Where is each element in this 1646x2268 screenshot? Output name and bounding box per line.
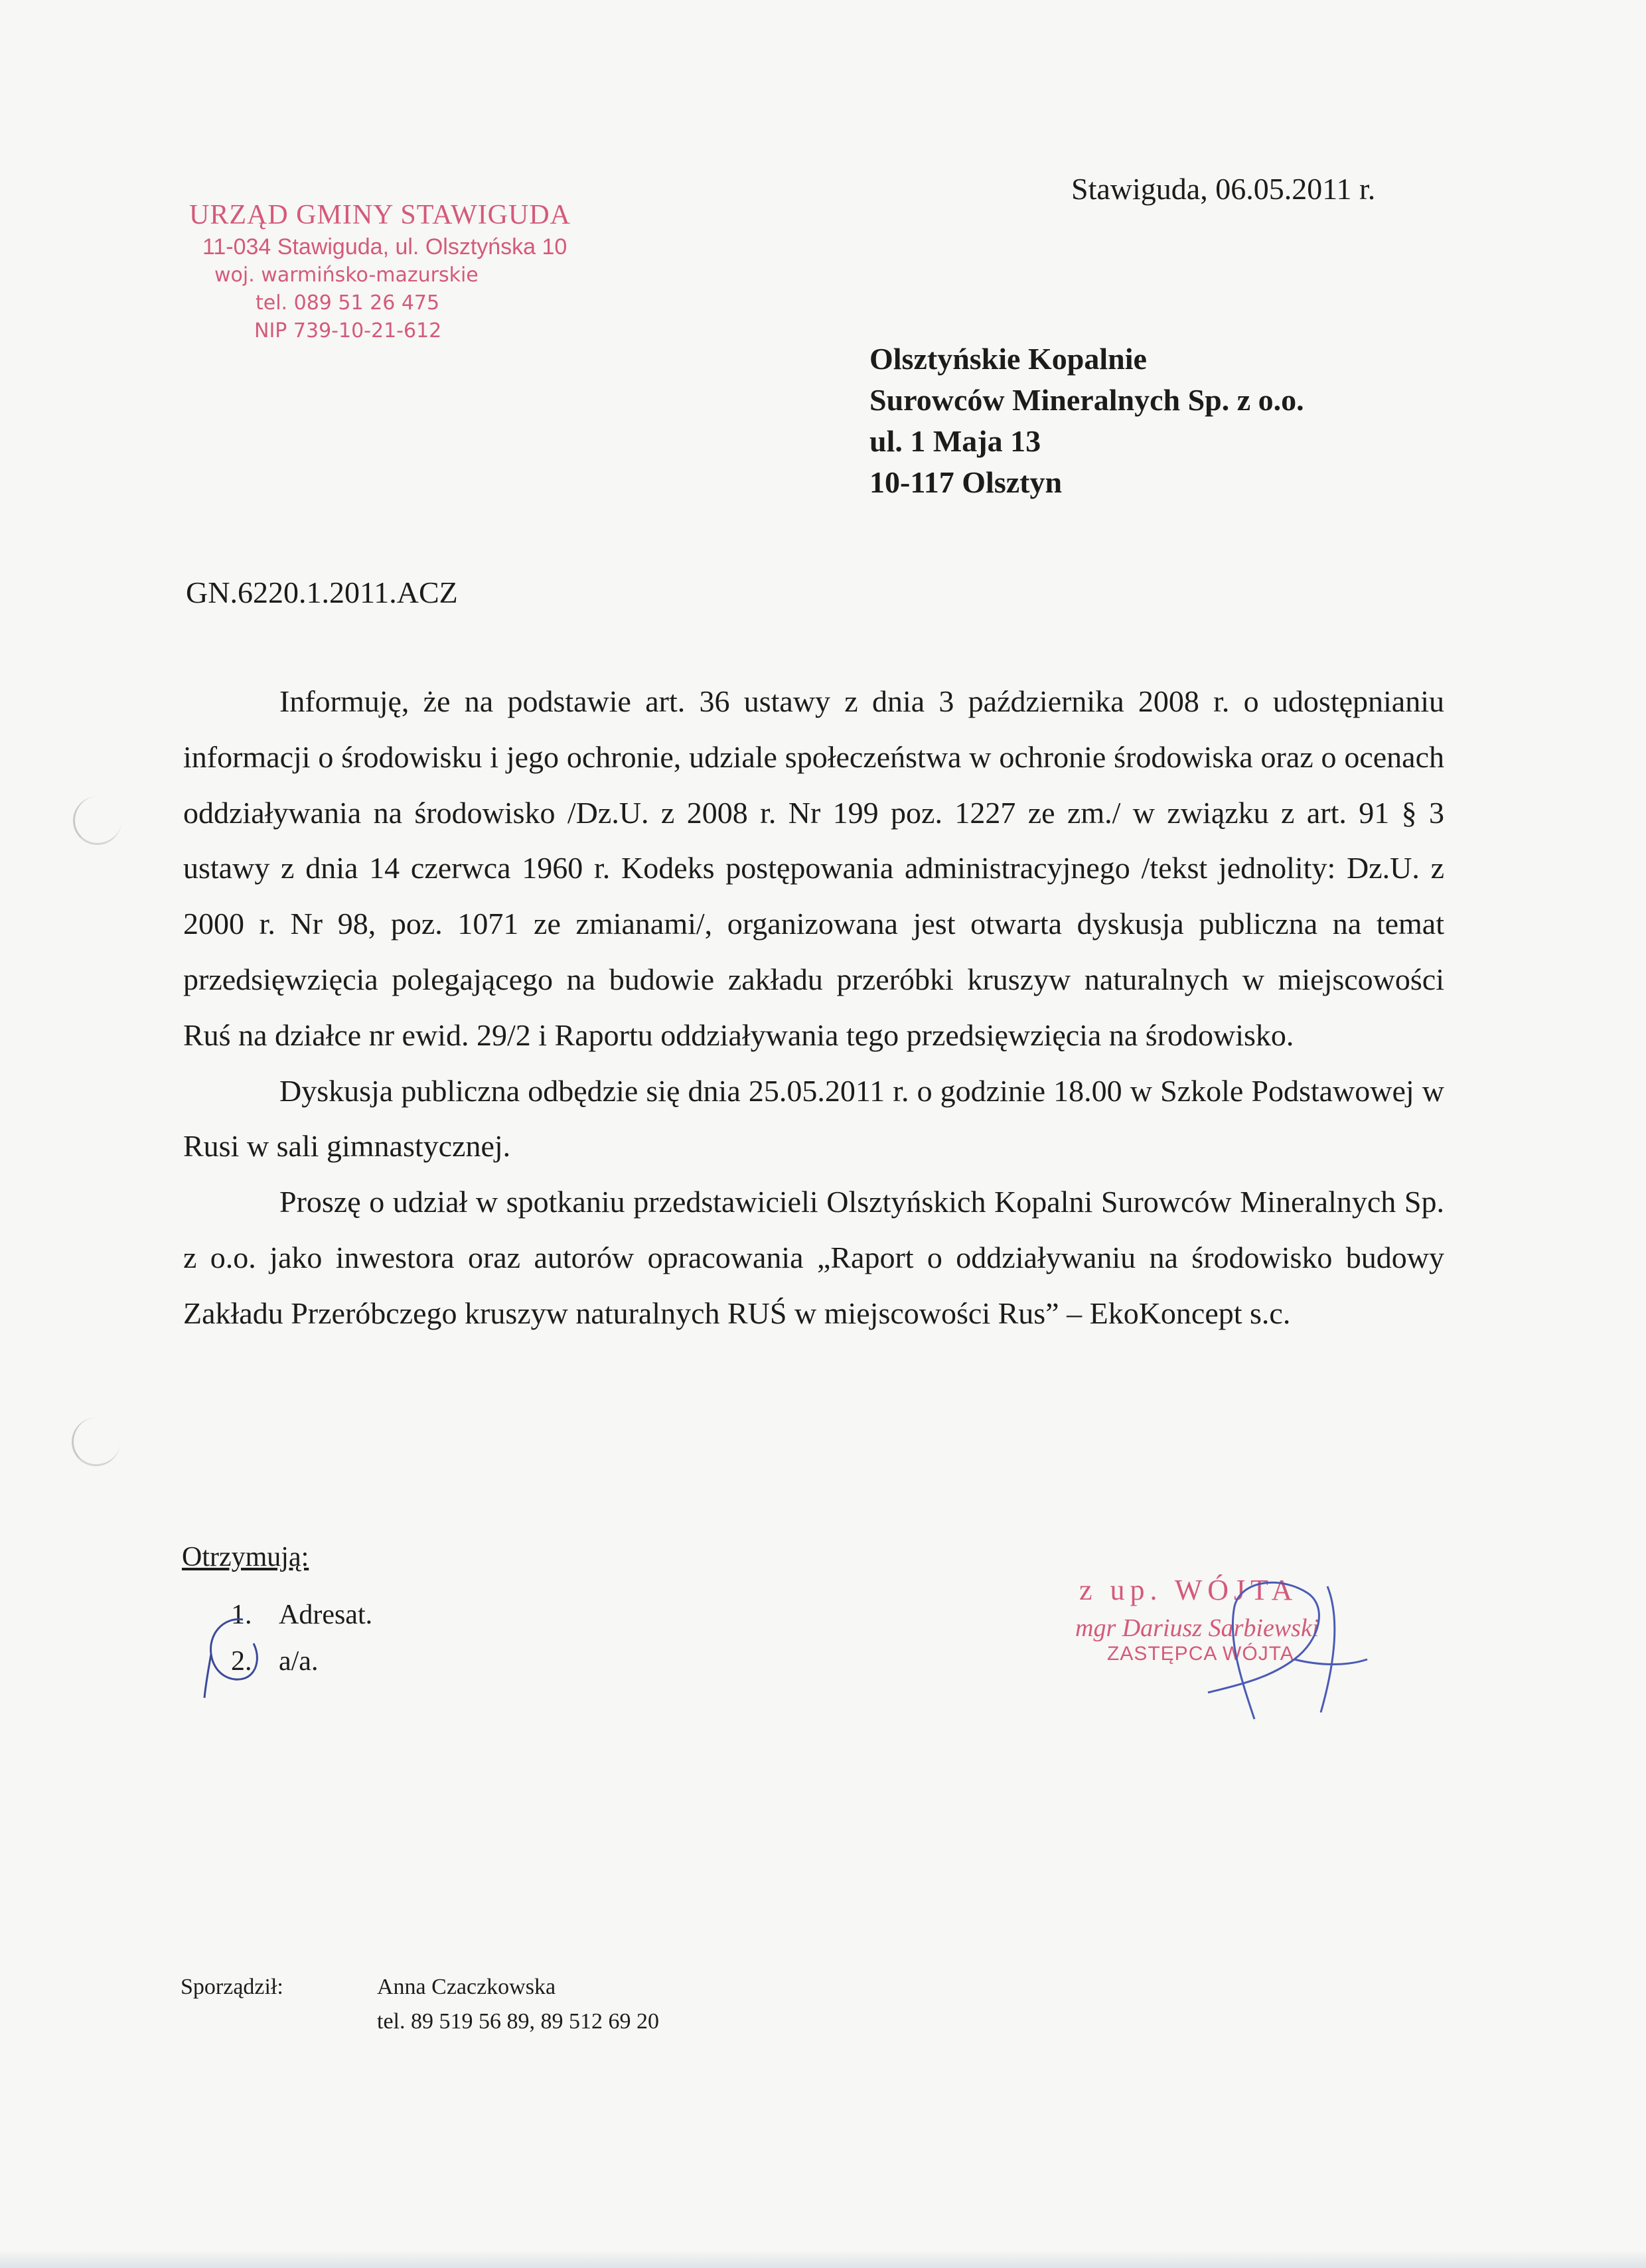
list-item-number: 2. xyxy=(231,1646,252,1677)
stamp-signer-role: ZASTĘPCA WÓJTA xyxy=(1107,1643,1294,1665)
prepared-by xyxy=(181,1970,659,2039)
recipient-line-1: Olsztyńskie Kopalnie xyxy=(869,342,1147,376)
stamp-authorization: z up. WÓJTA xyxy=(1079,1574,1298,1606)
body-paragraph-3: Proszę o udział w spotkaniu przedstawicieli Olsztyńskich Kopalni Surowców Mineralnych Sp. z o.o. jako inwestora oraz autorów opracowania „Raport o oddziaływaniu na środowisko budowy Zakładu Przeróbczego kruszyw naturalnych RUŚ w miejscowości Rus” – EkoKoncept s.c. xyxy=(183,1185,1444,1330)
stamp-phone: tel. 089 51 26 475 xyxy=(256,291,440,315)
recipients-title: Otrzymują: xyxy=(182,1542,309,1572)
hole-punch-mark xyxy=(73,796,121,845)
list-item-number: 1. xyxy=(231,1600,252,1630)
prepared-by-label: Sporządził: xyxy=(181,1975,283,1999)
stamp-office-name: URZĄD GMINY STAWIGUDA xyxy=(189,200,571,230)
handwritten-circle-mark xyxy=(196,1614,269,1701)
list-item-text: Adresat. xyxy=(279,1600,373,1630)
handwritten-signature xyxy=(1128,1566,1407,1739)
recipient-line-3: ul. 1 Maja 13 xyxy=(869,424,1041,458)
recipient-address xyxy=(869,339,1304,503)
stamp-voivodeship: woj. warmińsko-mazurskie xyxy=(214,264,479,287)
hole-punch-mark xyxy=(72,1418,120,1466)
prepared-by-phone: tel. 89 519 56 89, 89 512 69 20 xyxy=(377,2009,659,2034)
body-paragraph-2: Dyskusja publiczna odbędzie się dnia 25.05.2011 r. o godzinie 18.00 w Szkole Podstawowej w Rusi w sali gimnastycznej. xyxy=(183,1073,1444,1164)
stamp-address: 11-034 Stawiguda, ul. Olsztyńska 10 xyxy=(202,234,567,260)
stamp-nip: NIP 739-10-21-612 xyxy=(254,319,442,342)
list-item-text: a/a. xyxy=(279,1646,319,1677)
prepared-by-name: Anna Czaczkowska xyxy=(377,1975,556,1999)
body-paragraph-1: Informuję, że na podstawie art. 36 ustawy z dnia 3 października 2008 r. o udostępnianiu informacji o środowisku i jego ochronie, udziale społeczeństwa w ochronie środowiska oraz o ocenach oddziaływania na środowisko /Dz.U. z 2008 r. Nr 199 poz. 1227 ze zm./ w związku z art. 91 § 3 ustawy z dnia 14 czerwca 1960 r. Kodeks postępowania administracyjnego /tekst jednolity: Dz.U. z 2000 r. Nr 98, poz. 1071 ze zmianami/, organizowana jest otwarta dyskusja publiczna na temat przedsięwzięcia polegającego na budowie zakładu przeróbki kruszyw naturalnych w miejscowości Ruś na działce nr ewid. 29/2 i Raportu oddziaływania tego przedsięwzięcia na środowisko. xyxy=(183,684,1444,1052)
recipient-line-4: 10-117 Olsztyn xyxy=(869,465,1063,499)
place-date: Stawiguda, 06.05.2011 r. xyxy=(1071,172,1376,206)
letter-body xyxy=(183,674,1444,1341)
reference-number: GN.6220.1.2011.ACZ xyxy=(186,575,458,609)
recipient-line-2: Surowców Mineralnych Sp. z o.o. xyxy=(869,383,1304,417)
scan-bottom-edge xyxy=(0,2251,1646,2268)
office-stamp xyxy=(189,198,601,345)
stamp-signer-name: mgr Dariusz Sarbiewski xyxy=(1075,1614,1319,1642)
